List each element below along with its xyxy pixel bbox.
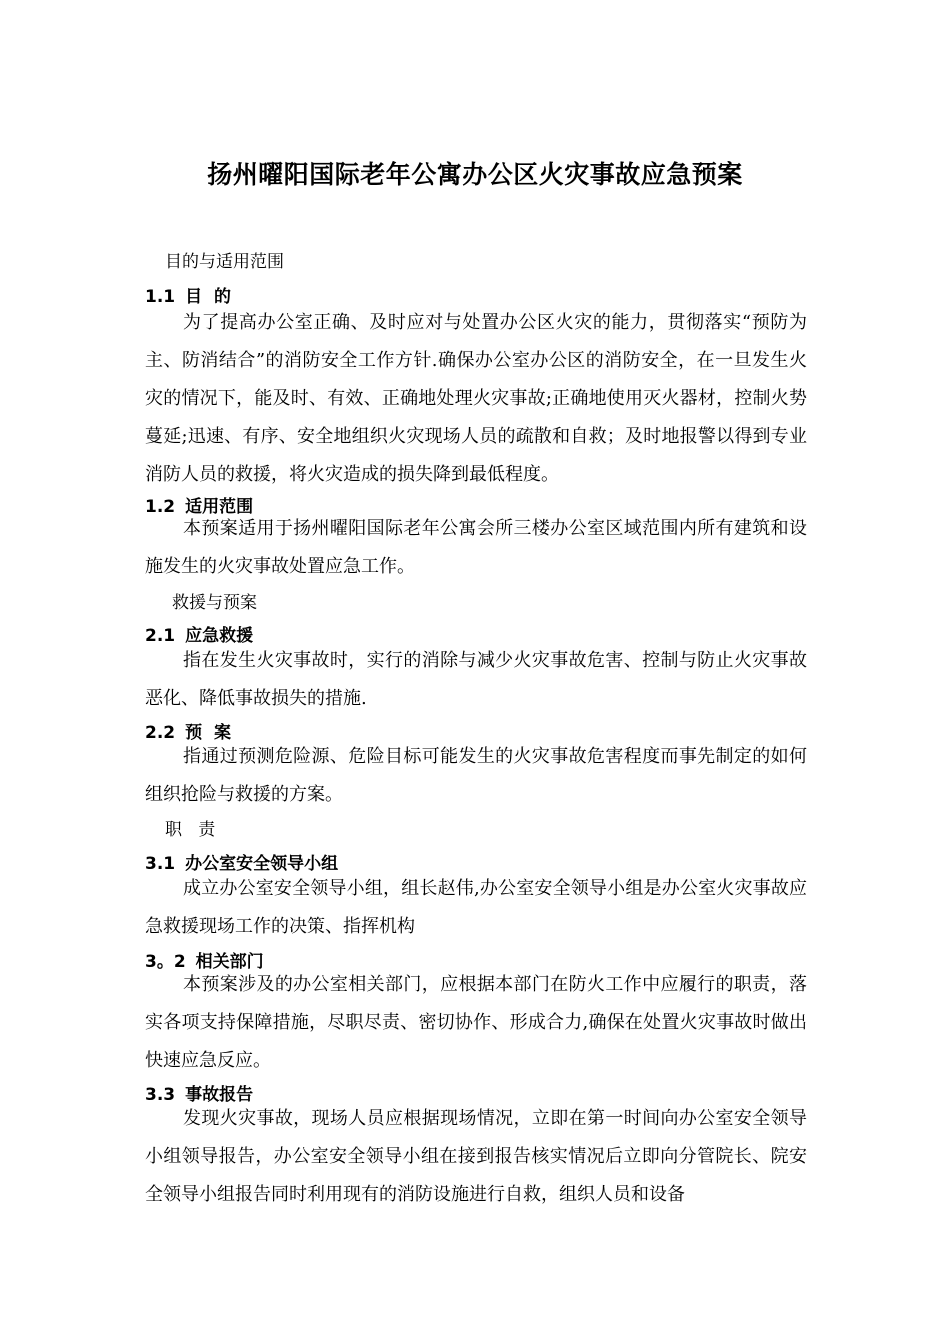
subsection-number: 3.3	[145, 1085, 176, 1105]
paragraph-1-1: 为了提高办公室正确、及时应对与处置办公区火灾的能力，贯彻落实“预防为主、防消结合”的消防安全工作方针.确保办公室办公区的消防安全，在一旦发生火灾的情况下，能及时、有效、正确地处理火灾事故;正确地使用灭火器材，控制火势蔓延;迅速、有序、安全地组织火灾现场人员的疏散和自救；及时地报警以得到专业消防人员的救援，将火灾造成的损失降到最低程度。	[145, 312, 807, 485]
subsection-number: 1.2	[145, 497, 176, 517]
subsection-number: 2.1	[145, 626, 176, 646]
subsection-title: 预 案	[185, 723, 231, 743]
paragraph-3-2: 本预案涉及的办公室相关部门，应根据本部门在防火工作中应履行的职责，落实各项支持保障措施，尽职尽责、密切协作、形成合力,确保在处置火灾事故时做出快速应急反应。	[145, 974, 807, 1071]
subsection-title: 适用范围	[185, 497, 254, 517]
paragraph-2-2: 指通过预测危险源、危险目标可能发生的火灾事故危害程度而事先制定的如何组织抢险与救援的方案。	[145, 746, 807, 805]
section-heading-purpose-scope: 目的与适用范围	[165, 252, 284, 272]
paragraph-1-2: 本预案适用于扬州曜阳国际老年公寓会所三楼办公室区域范围内所有建筑和设施发生的火灾事故处置应急工作。	[145, 518, 807, 577]
subsection-title: 目 的	[185, 287, 231, 307]
subsection-title: 相关部门	[195, 952, 264, 972]
section-heading-rescue-plan: 救援与预案	[172, 593, 257, 613]
subsection-title: 事故报告	[185, 1085, 254, 1105]
subsection-number: 2.2	[145, 723, 176, 743]
subsection-title: 应急救援	[185, 626, 254, 646]
subsection-number: 3。2	[145, 952, 186, 972]
paragraph-3-3: 发现火灾事故，现场人员应根据现场情况，立即在第一时间向办公室安全领导小组领导报告，办公室安全领导小组在接到报告核实情况后立即向分管院长、院安全领导小组报告同时利用现有的消防设施进行自救，组织人员和设备	[145, 1108, 807, 1205]
subsection-title: 办公室安全领导小组	[185, 854, 339, 874]
section-heading-responsibilities: 职 责	[165, 820, 216, 840]
paragraph-2-1: 指在发生火灾事故时，实行的消除与减少火灾事故危害、控制与防止火灾事故恶化、降低事故损失的措施.	[145, 650, 807, 709]
subsection-number: 3.1	[145, 854, 176, 874]
subsection-number: 1.1	[145, 287, 176, 307]
paragraph-3-1: 成立办公室安全领导小组，组长赵伟,办公室安全领导小组是办公室火灾事故应急救援现场工作的决策、指挥机构	[145, 878, 807, 937]
document-title: 扬州曜阳国际老年公寓办公区火灾事故应急预案	[207, 160, 743, 189]
